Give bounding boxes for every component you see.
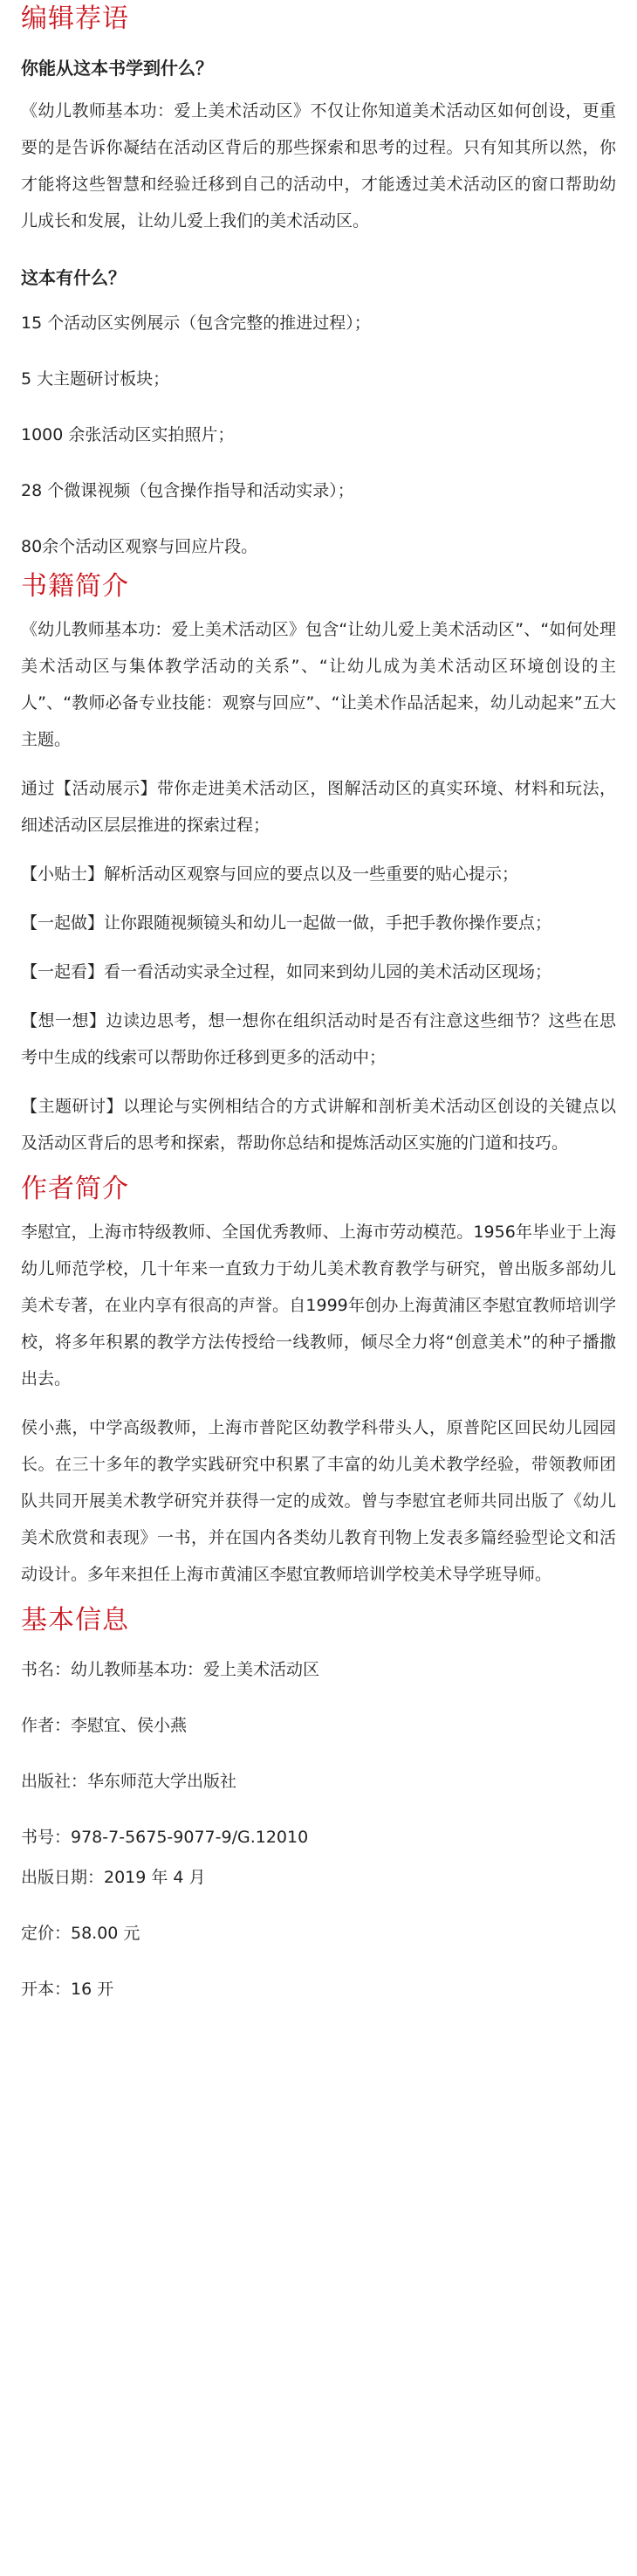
editor-recommendation-section <box>21 2 616 559</box>
author-intro-heading: 作者简介 <box>21 1174 129 1204</box>
intro-paragraph: 【主题研讨】以理论与实例相结合的方式讲解和剖析美术活动区创设的关键点以及活动区背后的思考和探索，帮助你总结和提炼活动区实施的门道和技巧。 <box>21 1097 616 1153</box>
basic-info-section <box>21 1603 616 2001</box>
intro-paragraph: 【一起看】看一看活动实录全过程，如同来到幼儿园的美术活动区现场； <box>21 962 552 981</box>
price-field: 定价：58.00 元 <box>21 1924 140 1943</box>
author-paragraph: 李慰宜，上海市特级教师、全国优秀教师、上海市劳动模范。1956年毕业于上海幼儿师范学校，几十年来一直致力于幼儿美术教育教学与研究，曾出版多部幼儿美术专著，在业内享有很高的声誉。自1999年创办上海黄浦区李慰宜教师培训学校，将多年积累的教学方法传授给一线教师，倾尽全力将“创意美术”的种子播撒出去。 <box>21 1223 616 1388</box>
intro-paragraph: 通过【活动展示】带你走进美术活动区，图解活动区的真实环境、材料和玩法，细述活动区层层推进的探索过程； <box>21 779 616 835</box>
basic-info-heading: 基本信息 <box>21 1605 129 1636</box>
question-what-you-learn: 你能从这本书学到什么？ <box>21 58 213 79</box>
contents-list <box>21 311 616 559</box>
format-field: 开本：16 开 <box>21 1980 114 1999</box>
basic-info-list <box>21 1657 616 2001</box>
book-title-field: 书名：幼儿教师基本功：爱上美术活动区 <box>21 1660 320 1679</box>
book-intro-heading: 书籍简介 <box>21 571 129 602</box>
author-intro-section <box>21 1172 616 1593</box>
list-item: 5 大主题研讨板块； <box>21 369 170 389</box>
intro-paragraph: 《幼儿教师基本功：爱上美术活动区》包含“让幼儿爱上美术活动区”、“如何处理美术活动区与集体教学活动的关系”、“让幼儿成为美术活动区环境创设的主人”、“教师必备专业技能：观察与回应”、“让美术作品活起来，幼儿动起来”五大主题。 <box>21 620 616 749</box>
question-whats-inside: 这本有什么？ <box>21 267 126 288</box>
book-intro-section <box>21 569 616 1161</box>
list-item: 28 个微课视频（包含操作指导和活动实录）； <box>21 481 354 500</box>
intro-paragraph: 【一起做】让你跟随视频镜头和幼儿一起做一做，手把手教你操作要点； <box>21 913 552 933</box>
intro-paragraph: 【小贴士】解析活动区观察与回应的要点以及一些重要的贴心提示； <box>21 864 519 884</box>
publisher-field: 出版社：华东师范大学出版社 <box>21 1772 237 1791</box>
list-item: 80余个活动区观察与回应片段。 <box>21 537 258 556</box>
list-item: 15 个活动区实例展示（包含完整的推进过程）； <box>21 313 371 333</box>
recommendation-paragraph: 《幼儿教师基本功：爱上美术活动区》不仅让你知道美术活动区如何创设，更重要的是告诉你凝结在活动区背后的那些探索和思考的过程。只有知其所以然，你才能将这些智慧和经验迁移到自己的活动中，才能透过美术活动区的窗口帮助幼儿成长和发展，让幼儿爱上我们的美术活动区。 <box>21 101 616 231</box>
author-field: 作者：李慰宜、侯小燕 <box>21 1716 188 1735</box>
publish-date-field: 出版日期：2019 年 4 月 <box>21 1868 206 1887</box>
editor-recommendation-heading: 编辑荐语 <box>21 3 129 34</box>
list-item: 1000 余张活动区实拍照片； <box>21 425 235 444</box>
isbn-field: 书号：978-7-5675-9077-9/G.12010 <box>21 1828 309 1847</box>
author-paragraph: 侯小燕，中学高级教师，上海市普陀区幼教学科带头人，原普陀区回民幼儿园园长。在三十多年的教学实践研究中积累了丰富的幼儿美术教学经验，带领教师团队共同开展美术教学研究并获得一定的成效。曾与李慰宜老师共同出版了《幼儿美术欣赏和表现》一书，并在国内各类幼儿教育刊物上发表多篇经验型论文和活动设计。多年来担任上海市黄浦区李慰宜教师培训学校美术导学班导师。 <box>21 1418 616 1584</box>
intro-paragraph: 【想一想】边读边思考，想一想你在组织活动时是否有注意这些细节？这些在思考中生成的线索可以帮助你迁移到更多的活动中； <box>21 1011 616 1067</box>
